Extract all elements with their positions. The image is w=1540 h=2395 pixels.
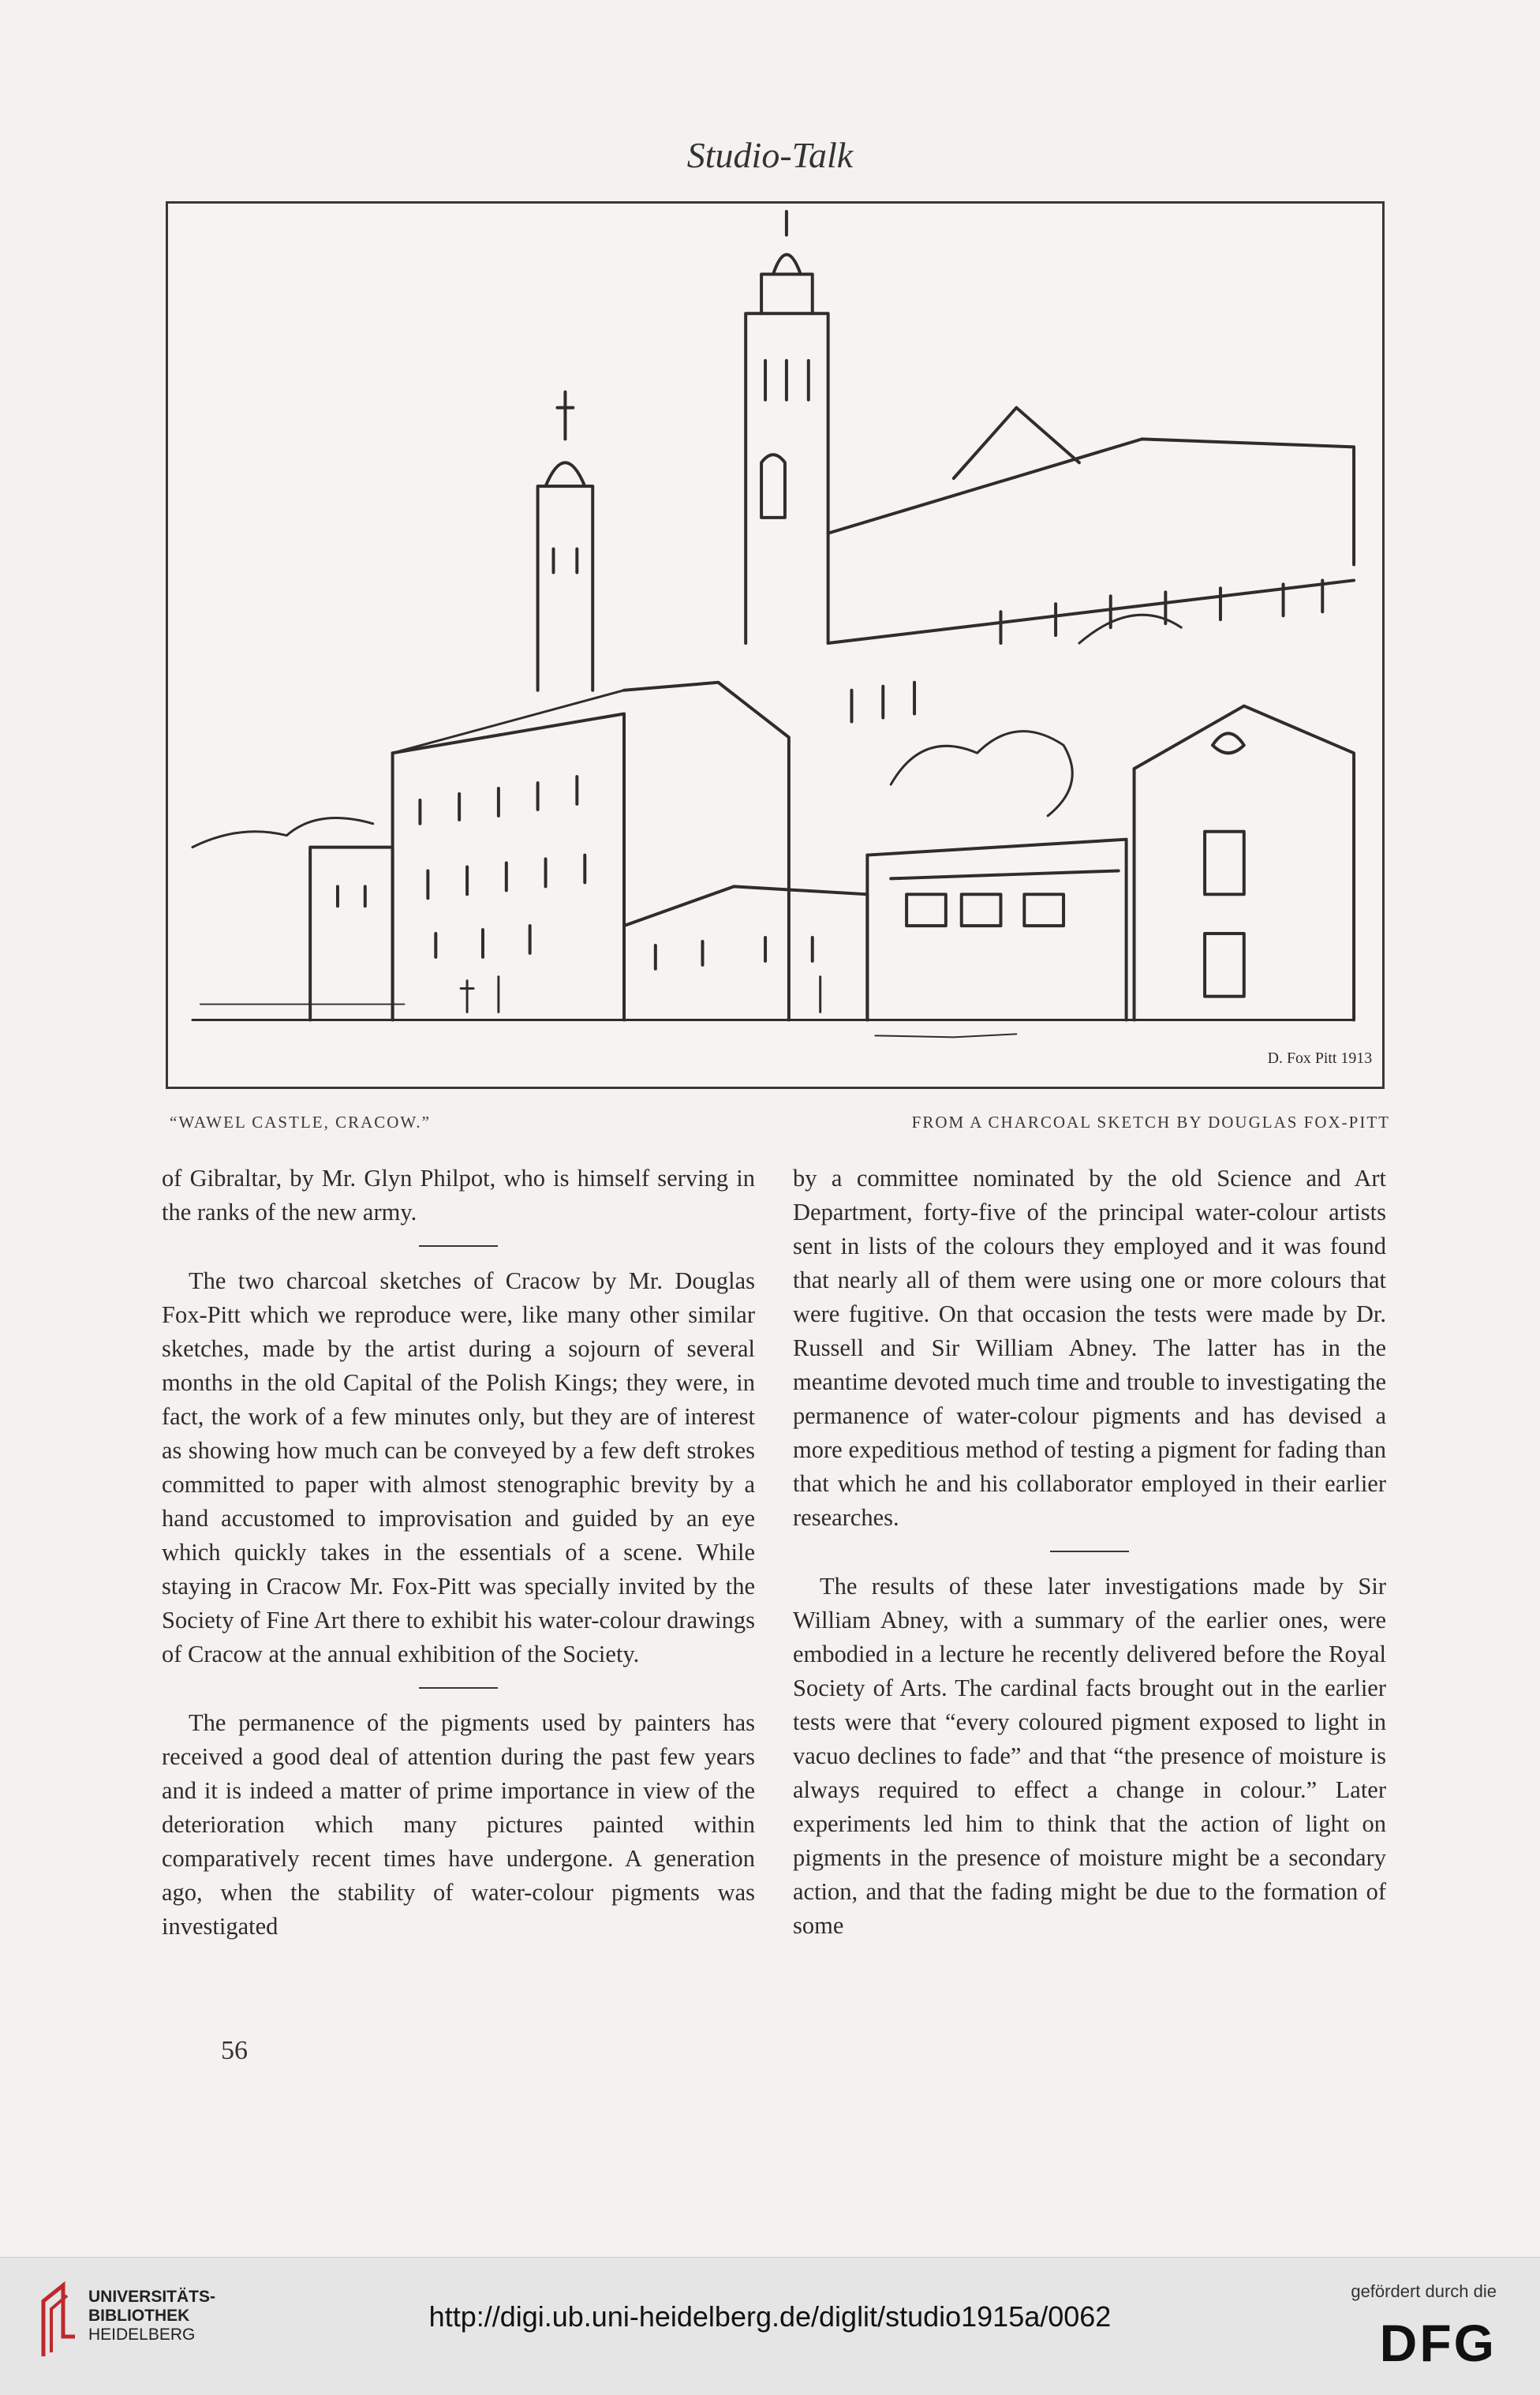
paragraph: of Gibraltar, by Mr. Glyn Philpot, who is himself serving in the ranks of the new army. — [162, 1165, 755, 1226]
section-divider — [419, 1687, 498, 1689]
paragraph: The results of these later investigations made by Sir William Abney, with a summary of the earlier ones, were embodied in a lecture he recently delivered before the Royal Society of Arts. The cardinal facts brought out in the earlier tests were that “every coloured pigment exposed to light in vacuo declines to fade” and that “the presence of moisture is always required to effect a change in colour.” Later experiments led him to think that the action of light on pigments in the presence of moisture might be a secondary action, and that the fading might be due to the formation of some — [793, 1573, 1386, 1939]
figure-caption-credit: FROM A CHARCOAL SKETCH BY DOUGLAS FOX-PITT — [911, 1113, 1390, 1132]
paragraph: The permanence of the pigments used by painters has received a good deal of attention during the past few years and it is indeed a matter of prime importance in view of the deterioration which many pictures painted within comparatively recent times have undergone. A generation ago, when the stability of water-colour pigments was investigated — [162, 1709, 755, 1940]
charcoal-sketch-illustration — [166, 201, 1385, 1089]
figure-caption-title: “WAWEL CASTLE, CRACOW.” — [170, 1113, 431, 1132]
digitization-footer — [0, 2257, 1540, 2395]
wawel-castle-sketch — [168, 204, 1382, 1087]
page-number: 56 — [221, 2036, 248, 2065]
dfg-logo: DFG — [1379, 2314, 1497, 2372]
section-divider — [1050, 1551, 1129, 1552]
paragraph: by a committee nominated by the old Science and Art Department, forty-five of the principal water-colour artists sent in lists of the colours they employed and it was found that nearly all of them were using one or more colours that were fugitive. On that occasion the tests were made by Dr. Russell and Sir William Abney. The latter has in the meantime devoted much time and trouble to investigating the permanence of water-colour pigments and has devised a more expeditious method of testing a pigment for fading than that which he and his collaborator employed in their earlier researches. — [793, 1165, 1386, 1531]
artist-signature: D. Fox Pitt 1913 — [1267, 1050, 1373, 1068]
library-name: UNIVERSITÄTS- BIBLIOTHEK HEIDELBERG — [88, 2288, 216, 2344]
paragraph: The two charcoal sketches of Cracow by Mr. Douglas Fox-Pitt which we reproduce were, like many other similar sketches, made by the artist during a sojourn of several months in the old Capital of the Polish Kings; they were, in fact, the work of a few minutes only, but they are of interest as showing how much can be conveyed by a few deft strokes committed to paper with almost stenographic brevity by a hand accustomed to improvisation and guided by an eye which quickly takes in the essentials of a scene. While staying in Cracow Mr. Fox-Pitt was specially invited by the Society of Fine Art there to exhibit his water-colour drawings of Cracow at the annual exhibition of the Society. — [162, 1267, 755, 1667]
right-text-column — [793, 1162, 1386, 1943]
source-url-link[interactable]: http://digi.ub.uni-heidelberg.de/diglit/studio1915a/0062 — [428, 2300, 1112, 2333]
left-text-column — [162, 1162, 755, 1944]
sponsor-text: gefördert durch die — [1351, 2281, 1497, 2301]
section-divider — [419, 1245, 498, 1247]
running-head: Studio-Talk — [686, 135, 854, 175]
